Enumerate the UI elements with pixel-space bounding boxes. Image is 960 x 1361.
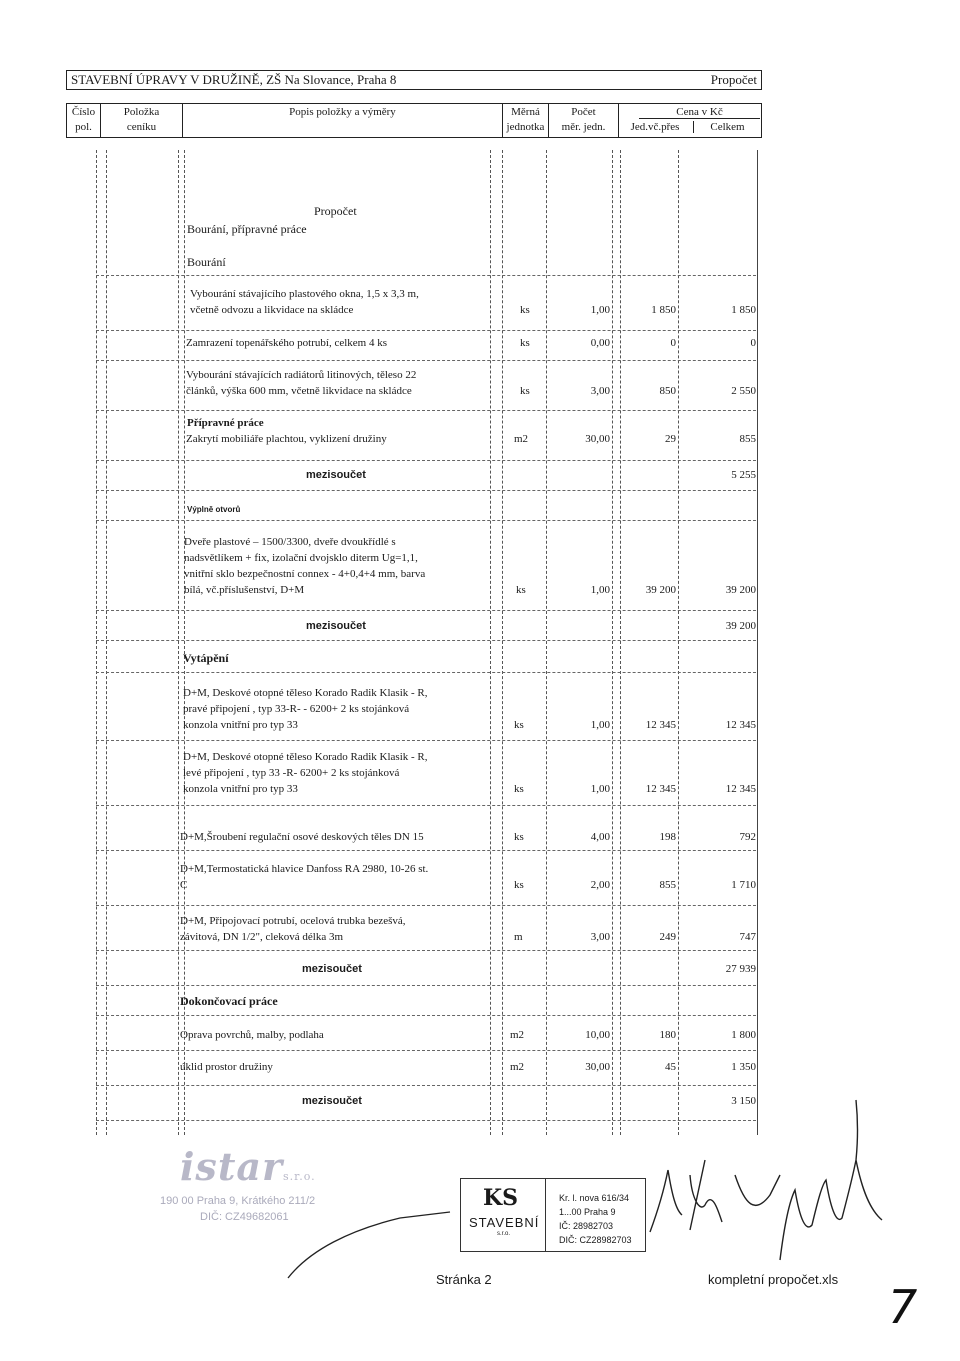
handwritten-page-number: 7 [888, 1280, 918, 1334]
col-polozka: Položka ceníku [101, 104, 183, 137]
item-description: Dveře plastové – 1500/3300, dveře dvoukřídlé s [184, 536, 396, 548]
item-unit: ks [516, 584, 526, 596]
file-name: kompletní propočet.xls [708, 1272, 839, 1287]
section-bourani-pripravne: Bourání, přípravné práce [187, 222, 307, 236]
item-description: úklid prostor družiny [180, 1061, 273, 1073]
item-quantity: 10,00 [585, 1029, 610, 1041]
istar-logo-text: istar [180, 1144, 284, 1189]
item-unit-price: 0 [670, 337, 676, 349]
item-description: D+M, Připojovací potrubí, ocelová trubka bezešvá, [180, 915, 406, 927]
item-description: Zakrytí mobiliáře plachtou, vyklizení družiny [186, 433, 387, 445]
signature-stroke [650, 1160, 780, 1232]
section-vyplne: Výplně otvorů [187, 505, 241, 514]
section-bourani: Bourání [187, 255, 226, 269]
item-total: 12 345 [725, 783, 756, 795]
item-quantity: 1,00 [590, 783, 610, 795]
item-unit-price: 39 200 [645, 584, 676, 596]
item-total: 12 345 [725, 719, 756, 731]
item-description: konzola vnitřní pro typ 33 [183, 783, 298, 795]
item-unit-price: 1 850 [651, 304, 676, 316]
item-quantity: 30,00 [585, 1061, 610, 1073]
subtotal-label: mezisoučet [302, 1095, 362, 1107]
item-description: Oprava povrchů, malby, podlaha [180, 1029, 324, 1041]
section-vytapeni: Vytápění [183, 651, 229, 665]
item-unit: m2 [514, 433, 529, 445]
item-description: článků, výška 600 mm, včetně likvidace na skládce [186, 385, 412, 397]
ks-name: STAVEBNÍ [469, 1215, 540, 1230]
item-unit-price: 12 345 [645, 719, 676, 731]
item-total: 1 850 [731, 304, 756, 316]
item-unit: ks [520, 337, 530, 349]
col-mj: Měrná jednotka [503, 104, 549, 137]
item-description: D+M,Šroubení regulační osové deskových těles DN 15 [180, 831, 424, 843]
item-total: 1 350 [731, 1061, 756, 1073]
item-total: 792 [739, 831, 756, 843]
item-unit-price: 180 [659, 1029, 676, 1041]
item-unit-price: 855 [659, 879, 676, 891]
subtotal-label: mezisoučet [306, 620, 366, 632]
istar-suffix: s.r.o. [283, 1170, 316, 1183]
item-description: konzola vnitřní pro typ 33 [183, 719, 298, 731]
item-description: C [180, 879, 188, 891]
col-pocet: Počet měr. jedn. [549, 104, 619, 137]
item-description: nadsvětlíkem + fix, izolační dvojsklo diterm Ug=1,1, [184, 552, 418, 564]
item-unit: ks [520, 385, 530, 397]
item-quantity: 2,00 [590, 879, 610, 891]
item-description: včetně odvozu a likvidace na skládce [190, 304, 354, 316]
ks-addr1: Kr. l. nova 616/34 [559, 1193, 630, 1203]
item-quantity: 1,00 [590, 719, 610, 731]
item-description: bílá, vč.příslušenství, D+M [184, 584, 305, 596]
item-quantity: 3,00 [590, 931, 610, 943]
item-description: D+M, Deskové otopné těleso Korado Radik Klasik - R, [183, 687, 428, 699]
ks-ic: IČ: 28982703 [559, 1221, 614, 1231]
item-description: Vybourání stávajícího plastového okna, 1,5 x 3,3 m, [190, 288, 419, 300]
document-type-label: Propočet [710, 72, 757, 87]
ks-dic: DIČ: CZ28982703 [559, 1235, 632, 1245]
istar-dic: DIČ: CZ49682061 [200, 1211, 289, 1223]
subtotal-value: 27 939 [725, 963, 756, 975]
section-propocet: Propočet [314, 204, 357, 218]
item-unit: ks [514, 783, 524, 795]
item-description: pravé připojení , typ 33-R- - 6200+ 2 ks stojánková [183, 703, 410, 715]
item-total: 2 550 [731, 385, 756, 397]
item-unit: ks [514, 879, 524, 891]
item-total: 1 710 [731, 879, 756, 891]
item-quantity: 1,00 [590, 304, 610, 316]
col-cena: Cena v Kč Jed.vč.přes Celkem [619, 104, 760, 137]
subtotal-value: 5 255 [731, 469, 756, 481]
item-unit: m2 [510, 1061, 525, 1073]
item-quantity: 3,00 [590, 385, 610, 397]
ks-sro: s.r.o. [497, 1231, 511, 1237]
item-unit-price: 249 [659, 931, 676, 943]
subtotal-value: 39 200 [725, 620, 756, 632]
project-title: STAVEBNÍ ÚPRAVY V DRUŽINĚ, ZŠ Na Slovance, Praha 8 [71, 72, 397, 87]
item-description: Vybourání stávajících radiátorů litinových, těleso 22 [186, 369, 417, 381]
item-quantity: 4,00 [590, 831, 610, 843]
section-dokoncovaci: Dokončovací práce [180, 994, 278, 1008]
item-total: 39 200 [725, 584, 756, 596]
istar-address: 190 00 Praha 9, Krátkého 211/2 [160, 1195, 316, 1207]
item-description: vnitřní sklo bezpečnostní connex - 4+0,4+4 mm, barva [184, 568, 426, 580]
item-unit: ks [520, 304, 530, 316]
subtotal-value: 3 150 [731, 1095, 756, 1107]
item-total: 0 [750, 337, 756, 349]
section-pripravne: Přípravné práce [187, 417, 264, 429]
item-quantity: 30,00 [585, 433, 610, 445]
item-description: Zamrazení topenářského potrubí, celkem 4 ks [186, 337, 387, 349]
item-unit-price: 850 [659, 385, 676, 397]
item-description: D+M, Deskové otopné těleso Korado Radik Klasik - R, [183, 751, 428, 763]
item-total: 747 [739, 931, 756, 943]
item-unit: ks [514, 831, 524, 843]
item-quantity: 0,00 [590, 337, 610, 349]
item-unit-price: 45 [665, 1061, 676, 1073]
ks-logo: KS [483, 1185, 519, 1211]
item-unit-price: 12 345 [645, 783, 676, 795]
signature-stroke [288, 1212, 450, 1278]
page-number: Stránka 2 [436, 1272, 492, 1287]
item-unit: ks [514, 719, 524, 731]
item-description: D+M,Termostatická hlavice Danfoss RA 2980, 10-26 st. [180, 863, 429, 875]
col-cislo: Číslo pol. [67, 104, 101, 137]
item-unit-price: 198 [659, 831, 676, 843]
subtotal-label: mezisoučet [306, 469, 366, 481]
col-popis: Popis položky a výměry [183, 104, 503, 137]
item-unit: m [514, 931, 523, 943]
item-description: závitová, DN 1/2", cleková délka 3m [180, 931, 344, 943]
ks-addr2: 1...00 Praha 9 [559, 1207, 616, 1217]
item-description: levé připojení , typ 33 -R- 6200+ 2 ks stojánková [183, 767, 400, 779]
item-unit-price: 29 [665, 433, 676, 445]
item-quantity: 1,00 [590, 584, 610, 596]
item-unit: m2 [510, 1029, 525, 1041]
item-total: 1 800 [731, 1029, 756, 1041]
subtotal-label: mezisoučet [302, 963, 362, 975]
signature-stroke [780, 1100, 882, 1260]
item-total: 855 [739, 433, 756, 445]
